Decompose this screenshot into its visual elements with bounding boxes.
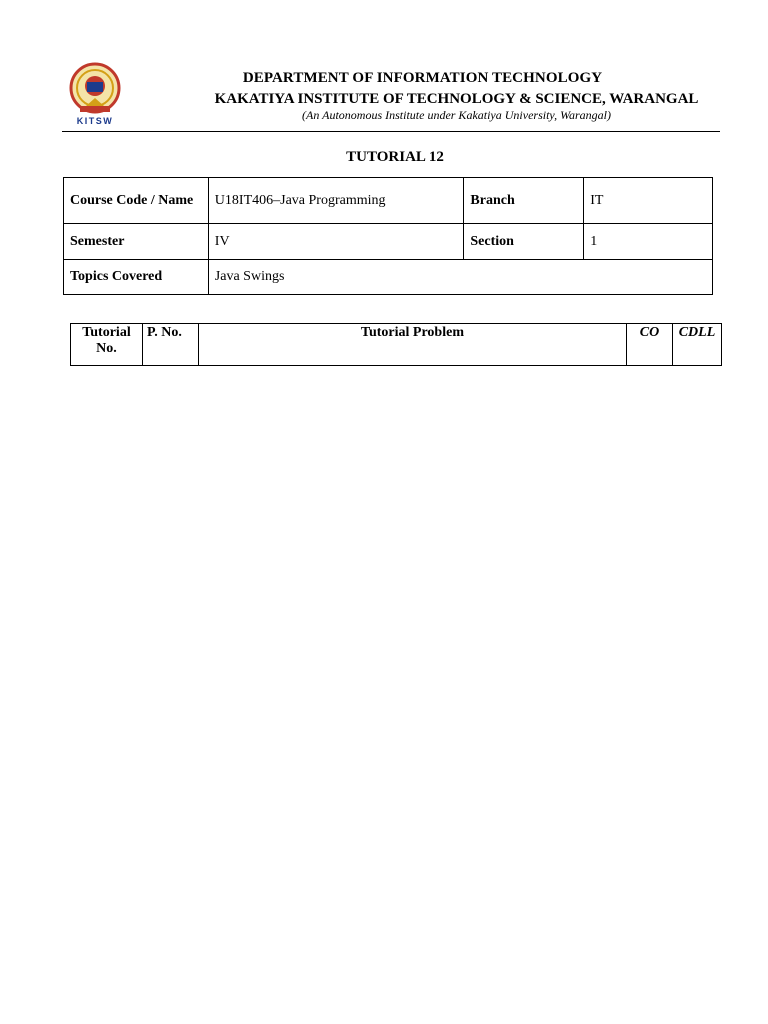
branch-value: IT: [584, 178, 713, 224]
topics-label: Topics Covered: [64, 260, 209, 295]
course-info-table: [63, 177, 713, 295]
logo-text: KITSW: [76, 116, 114, 126]
course-label: Course Code / Name: [64, 178, 209, 224]
table-header-row: [71, 324, 722, 366]
table-row: [64, 224, 713, 260]
col-cdll: CDLL: [672, 324, 721, 366]
course-value: U18IT406–Java Programming: [208, 178, 464, 224]
tutorial-problem-table: [70, 323, 722, 366]
branch-label: Branch: [464, 178, 584, 224]
col-tutorial-problem: Tutorial Problem: [198, 324, 626, 366]
semester-label: Semester: [64, 224, 209, 260]
tutorial-title: TUTORIAL 12: [346, 149, 444, 165]
institute-subtitle: (An Autonomous Institute under Kakatiya University, Warangal): [302, 108, 611, 122]
header-divider: [62, 131, 720, 132]
semester-value: IV: [208, 224, 464, 260]
institute-heading: KAKATIYA INSTITUTE OF TECHNOLOGY & SCIENCE, WARANGAL: [214, 91, 699, 107]
col-tutorial-no: Tutorial No.: [71, 324, 143, 366]
department-heading: DEPARTMENT OF INFORMATION TECHNOLOGY: [242, 70, 603, 86]
col-problem-no: P. No.: [142, 324, 198, 366]
topics-value: Java Swings: [208, 260, 712, 295]
section-label: Section: [464, 224, 584, 260]
table-row: [64, 178, 713, 224]
col-co: CO: [627, 324, 673, 366]
section-value: 1: [584, 224, 713, 260]
table-row: [64, 260, 713, 295]
